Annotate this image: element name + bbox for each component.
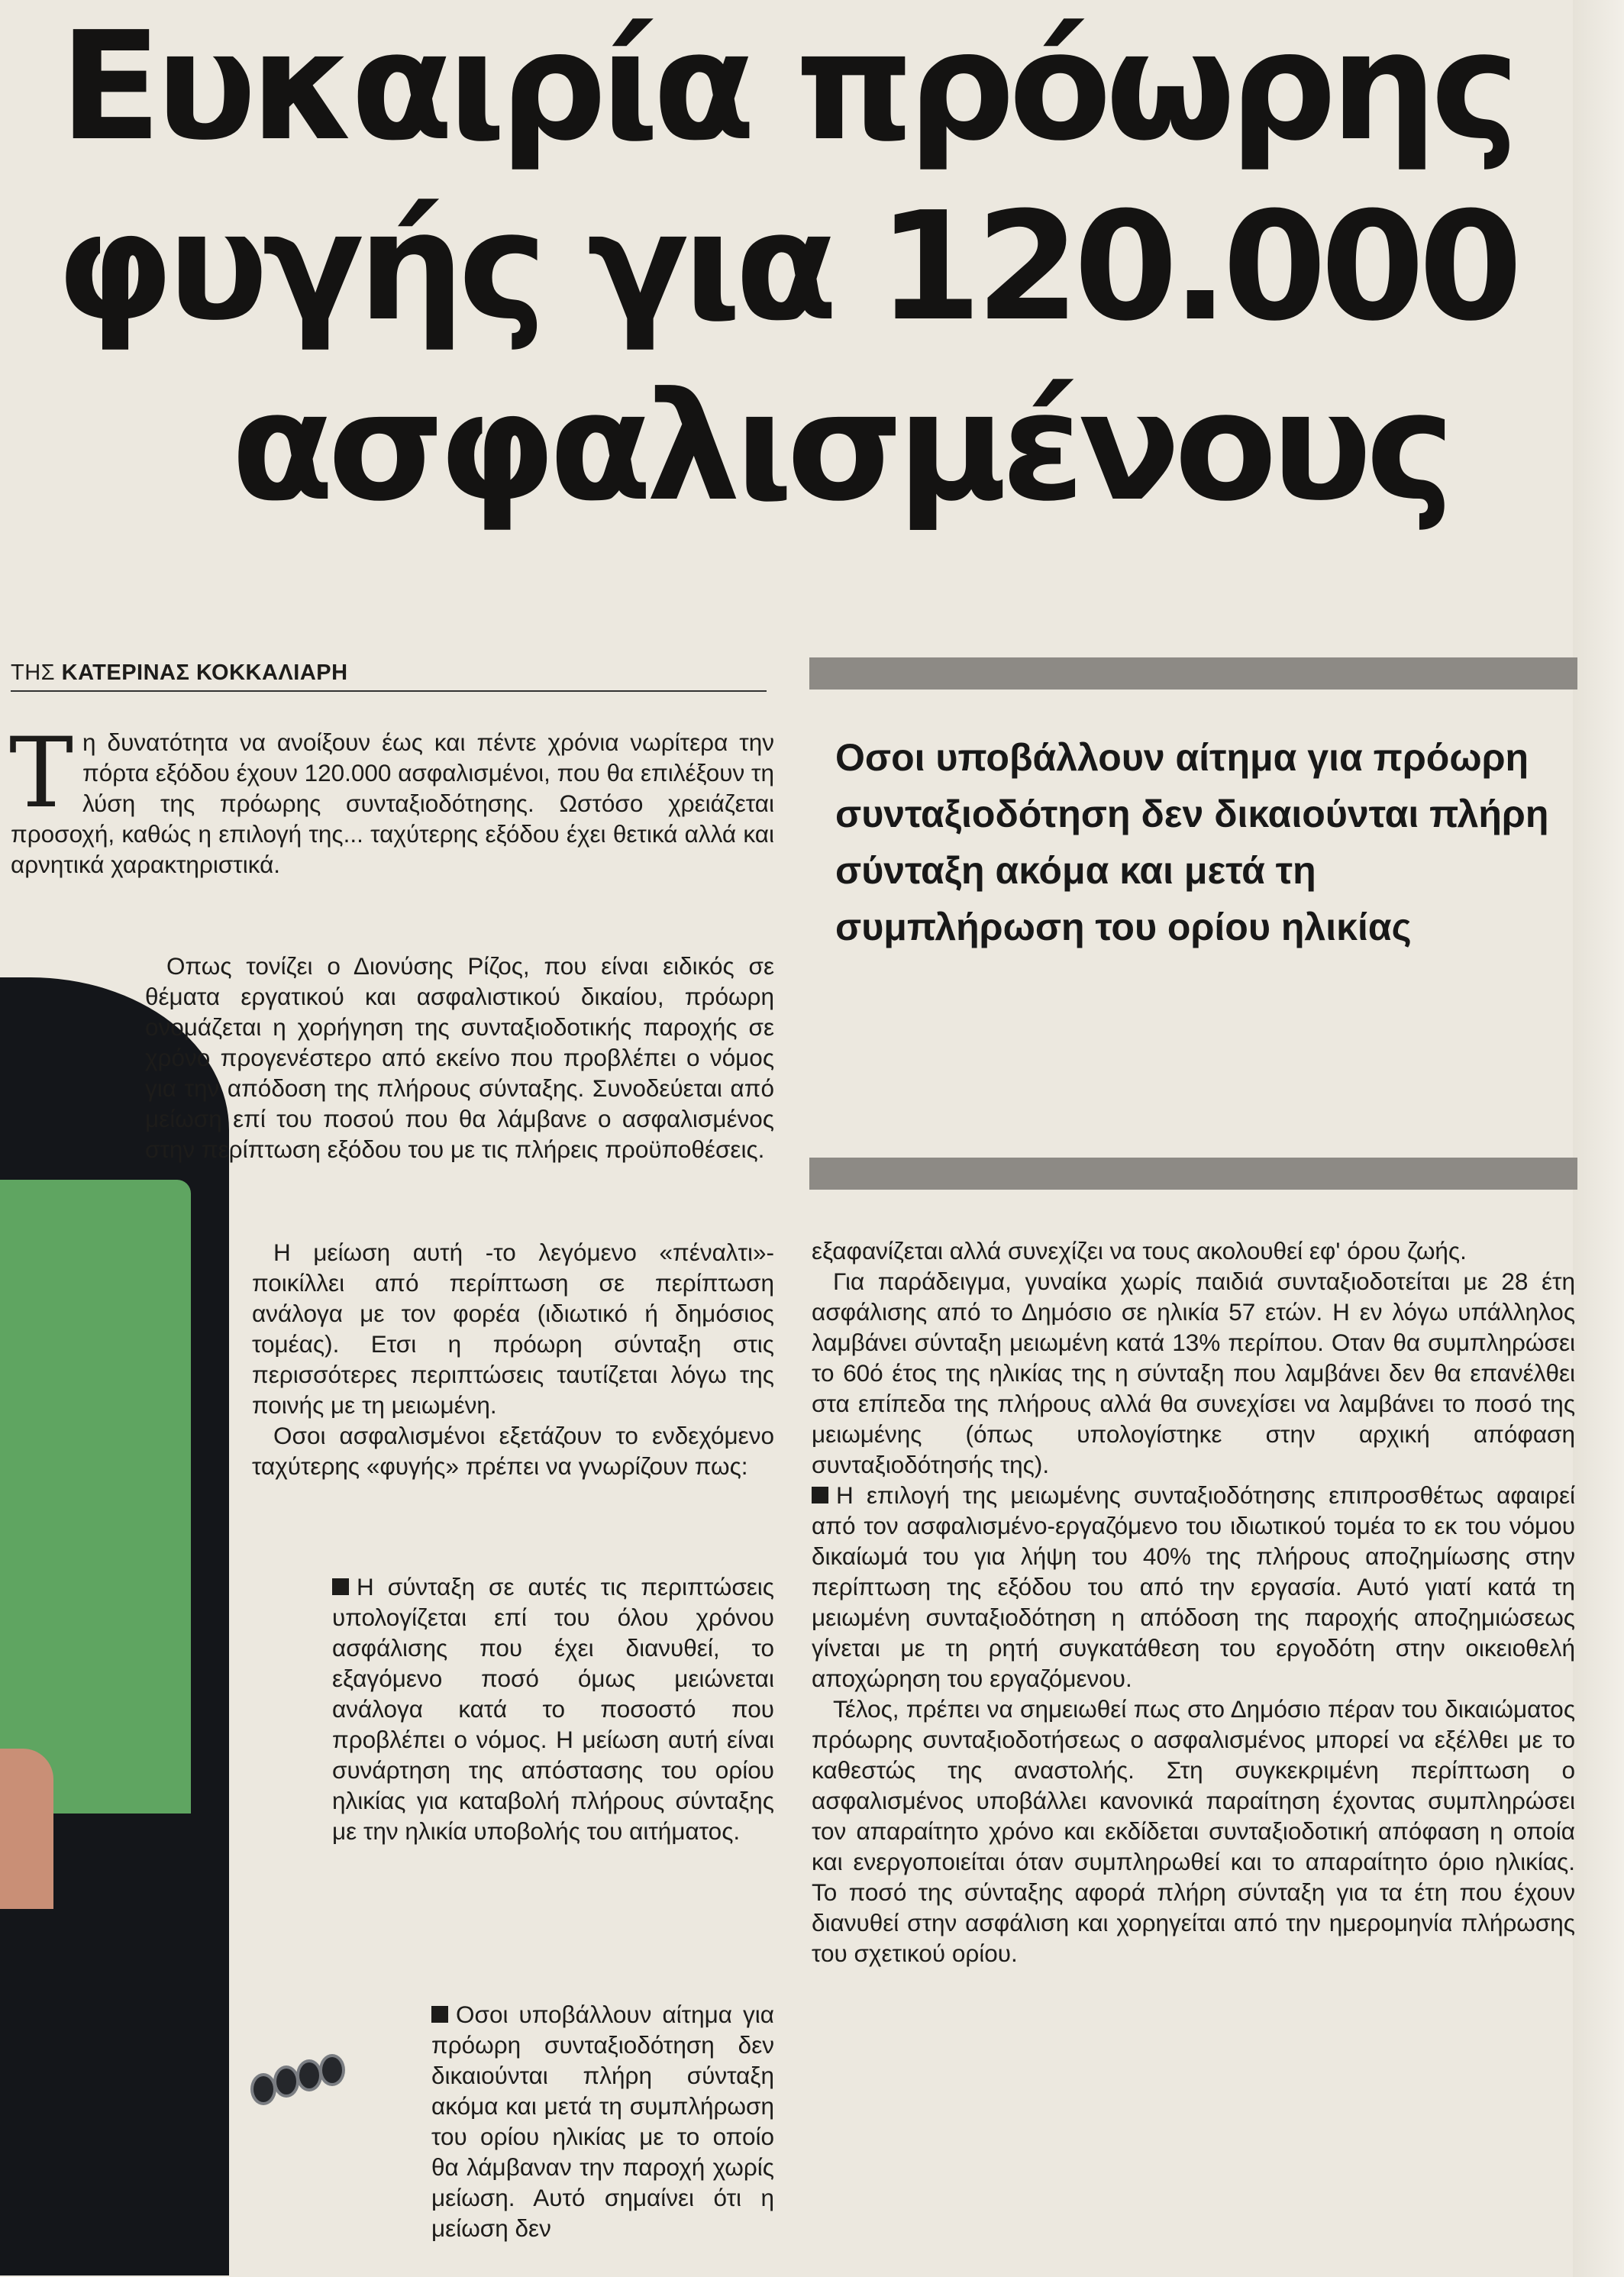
- photo-sleeve-button: [296, 2059, 322, 2091]
- article-left-column-p6: [431, 1999, 774, 2243]
- pull-quote-top-bar: [809, 657, 1577, 690]
- headline: [0, 0, 1573, 538]
- headline-line-1: Ευκαιρία πρόωρης: [59, 0, 1514, 174]
- photo-sleeve-button: [319, 2054, 345, 2086]
- byline-author: ΚΑΤΕΡΙΝΑΣ ΚΟΚΚΑΛΙΑΡΗ: [61, 660, 348, 685]
- dropcap: Τ: [9, 717, 74, 829]
- page-edge: [1573, 0, 1624, 2277]
- article-paragraph: Η μείωση αυτή -το λεγόμενο «πέναλτι»- ποικίλλει από περίπτωση σε περίπτωση ανάλογα με τον φορέα (ιδιωτικό ή δημόσιος τομέας). Ετσι η πρόωρη σύνταξη στις περισσότερες περιπτώσεις ταυτίζεται λόγω της ποινής με τη μειωμένη.: [252, 1239, 774, 1419]
- bullet-square: [332, 1578, 349, 1595]
- article-paragraph: Για παράδειγμα, γυναίκα χωρίς παιδιά συνταξιοδοτείται με 28 έτη ασφάλισης από το Δημόσιο σε ηλικία 57 ετών. Η εν λόγω υπάλληλος λαμβάνει σύνταξη μειωμένη κατά 13% περίπου. Οταν θα συμπληρώσει το 60ό έτος της ηλικίας της η σύνταξη που λαμβάνει δεν θα επανέλθει στα επίπεδα της πλήρους αλλά θα συνεχίσει να λαμβάνει το ποσό της μειωμένης (όπως υπολογίστηκε στην αρχική απόφαση συνταξιοδότησής της).: [812, 1268, 1575, 1478]
- pull-quote-bottom-bar: [809, 1158, 1577, 1190]
- photo-green-folder: [0, 1180, 191, 1814]
- headline-line-3: ασφαλισμένους: [231, 360, 1449, 535]
- article-paragraph: Τη δυνατότητα να ανοίξουν έως και πέντε χρόνια νωρίτερα την πόρτα εξόδου έχουν 120.000 ασφαλισμένοι, που θα επιλέξουν τη λύση της πρόωρης συνταξιοδότησης. Ωστόσο χρειάζεται προσοχή, καθώς η επιλογή της... ταχύτερης εξόδου έχει θετικά αλλά και αρνητικά χαρακτηριστικά.: [9, 717, 774, 878]
- article-left-column-top: [9, 717, 774, 880]
- article-left-column-p3: [252, 1237, 774, 1481]
- byline-prefix: ΤΗΣ: [11, 660, 56, 685]
- article-right-column: [812, 1235, 1575, 1969]
- article-paragraph: Οσοι υποβάλλουν αίτημα για πρόωρη συνταξιοδότηση δεν δικαιούνται πλήρη σύνταξη ακόμα και μετά τη συμπλήρωση του ορίου ηλικίας με το οποίο θα λάμβαναν την παροχή χωρίς μείωση. Αυτό σημαίνει ότι η μείωση δεν: [431, 2001, 774, 2242]
- article-left-column-p5: [332, 1571, 774, 1846]
- article-paragraph: Τέλος, πρέπει να σημειωθεί πως στο Δημόσιο πέραν του δικαιώματος πρόωρης συνταξιοδοτήσεως ο ασφαλισμένος μπορεί να εξέλθει με το καθεστώς της αναστολής. Στη συγκεκριμένη περίπτωση ο ασφαλισμένος υποβάλλει κανονικά παραίτηση έχοντας συμπληρώσει τον απαραίτητο χρόνο και εκδίδεται συνταξιοδοτική απόφαση η οποία και ενεργοποιείται όταν συμπληρωθεί και το απαραίτητο όριο ηλικίας. Το ποσό της σύνταξης αφορά πλήρη σύνταξη για τα έτη που έχουν διανυθεί στην ασφάλιση και χορηγείται από την ημερομηνία πλήρωσης του σχετικού ορίου.: [812, 1695, 1575, 1967]
- photo-sleeve-button: [273, 2065, 299, 2098]
- article-paragraph: Η σύνταξη σε αυτές τις περιπτώσεις υπολογίζεται επί του όλου χρόνου ασφάλισης που έχει διανυθεί, το εξαγόμενο ποσό όμως μειώνεται ανάλογα κατά το ποσοστό που προβλέπει ο νόμος. Η μείωση αυτή είναι συνάρτηση της απόστασης του ορίου ηλικίας για καταβολή πλήρους σύνταξης με την ηλικία υποβολής του αιτήματος.: [332, 1573, 774, 1845]
- byline: [11, 660, 767, 692]
- photo-hand: [0, 1749, 53, 1909]
- article-left-column-p2: [145, 951, 774, 1164]
- article-paragraph: Η επιλογή της μειωμένης συνταξιοδότησης επιπροσθέτως αφαιρεί από τον ασφαλισμένο-εργαζόμενο του ιδιωτικού τομέα το εκ του νόμου δικαίωμά του για λήψη του 40% της πλήρους αποζημίωσης στην περίπτωση της εξόδου του από την εργασία. Αυτό γιατί κατά τη μειωμένη συνταξιοδότηση η απόδοση της παροχής αποζημιώσεως γίνεται με τη ρητή συγκατάθεση του εργοδότη στην οικειοθελή αποχώρηση του εργαζόμενου.: [812, 1481, 1575, 1692]
- headline-line-2: φυγής για 120.000: [56, 180, 1517, 354]
- photo-sleeve-button: [250, 2073, 276, 2105]
- article-paragraph: εξαφανίζεται αλλά συνεχίζει να τους ακολουθεί εφ' όρου ζωής.: [812, 1237, 1467, 1264]
- bullet-square: [431, 2006, 448, 2023]
- bullet-square: [812, 1487, 828, 1503]
- article-paragraph: Οπως τονίζει ο Διονύσης Ρίζος, που είναι ειδικός σε θέματα εργατικού και ασφαλιστικού δικαίου, πρόωρη ονομάζεται η χορήγηση της συνταξιοδοτικής παροχής σε χρόνο προγενέστερο από εκείνο που προβλέπει ο νόμος για την απόδοση της πλήρους σύνταξης. Συνοδεύεται από μείωση επί του ποσού που θα λάμβανε ο ασφαλισμένος στην περίπτωση εξόδου του με τις πλήρεις προϋποθέσεις.: [145, 952, 774, 1163]
- article-paragraph: Οσοι ασφαλισμένοι εξετάζουν το ενδεχόμενο ταχύτερης «φυγής» πρέπει να γνωρίζουν πως:: [252, 1422, 774, 1480]
- pull-quote: Οσοι υποβάλλουν αίτημα για πρόωρη συνταξιοδότηση δεν δικαιούνται πλήρη σύνταξη ακόμα και μετά τη συμπλήρωση του ορίου ηλικίας: [835, 736, 1549, 948]
